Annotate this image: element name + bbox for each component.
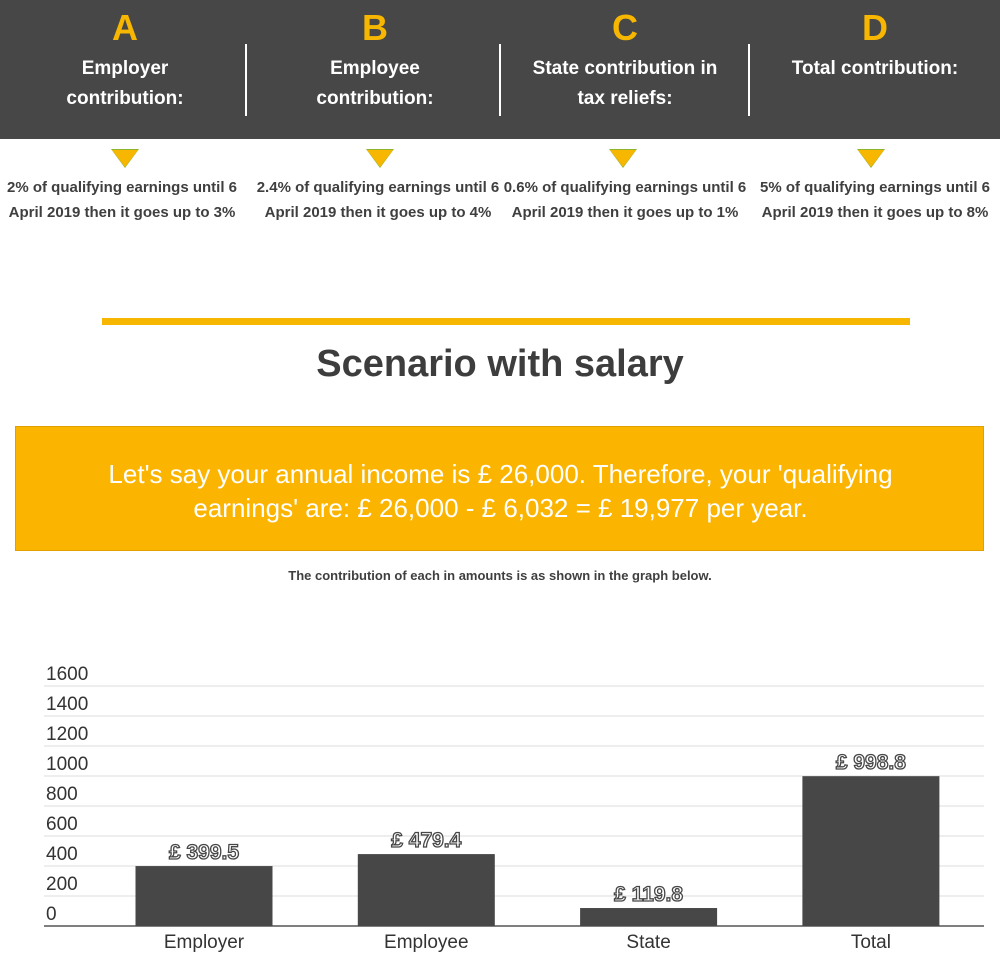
bar-total	[802, 776, 939, 926]
y-tick-label: 1200	[46, 724, 89, 745]
column-divider	[499, 44, 501, 116]
x-tick-label: Employer	[163, 932, 245, 953]
column-label: State contribution in tax reliefs:	[532, 58, 718, 109]
column-c-description: 0.6% of qualifying earnings until 6 April 2019 then it goes up to 1%	[503, 179, 747, 221]
bar-employee	[358, 854, 495, 926]
column-label: Total contribution:	[791, 58, 959, 79]
scenario-title: Scenario with salary	[316, 343, 684, 385]
x-tick-label: State	[626, 932, 671, 953]
y-tick-label: 1400	[46, 694, 89, 715]
y-tick-label: 1600	[46, 664, 89, 685]
column-label: Employee contribution:	[316, 58, 434, 109]
column-c-header	[500, 0, 750, 139]
arrow-down-icon	[858, 150, 884, 167]
bar-employer	[136, 866, 273, 926]
data-label: £ 119.8	[614, 883, 684, 907]
arrow-down-icon	[610, 150, 636, 167]
data-label: £ 399.5	[168, 841, 240, 865]
column-b-header	[250, 0, 500, 139]
x-tick-label: Total	[850, 932, 891, 953]
column-letter: B	[362, 7, 388, 48]
column-letter: C	[612, 7, 638, 48]
arrow-down-icon	[367, 150, 393, 167]
chart-caption: The contribution of each in amounts is as shown in the graph below.	[288, 568, 712, 583]
column-d-header	[750, 0, 1000, 139]
column-b-description: 2.4% of qualifying earnings until 6 April 2019 then it goes up to 4%	[256, 179, 500, 221]
chart-bars	[136, 776, 940, 926]
x-tick-label: Employee	[384, 932, 469, 953]
column-divider	[245, 44, 247, 116]
column-d-description: 5% of qualifying earnings until 6 April 2019 then it goes up to 8%	[759, 179, 991, 221]
y-tick-label: 600	[46, 814, 78, 835]
y-tick-label: 0	[46, 904, 57, 925]
y-tick-label: 400	[46, 844, 78, 865]
arrow-down-icon	[112, 150, 138, 167]
income-banner	[15, 426, 984, 551]
column-a-description: 2% of qualifying earnings until 6 April 2019 then it goes up to 3%	[6, 179, 238, 221]
column-letter: D	[862, 7, 888, 48]
y-tick-label: 800	[46, 784, 78, 805]
column-label: Employer contribution:	[66, 58, 184, 109]
data-label: £ 998.8	[835, 751, 906, 775]
y-tick-label: 1000	[46, 754, 89, 775]
y-tick-label: 200	[46, 874, 78, 895]
contribution-bar-chart	[0, 650, 1000, 960]
column-a-header	[0, 0, 250, 139]
bar-state	[580, 908, 717, 926]
column-letter: A	[112, 7, 138, 48]
data-label: £ 479.4	[391, 829, 462, 853]
section-divider	[102, 318, 910, 325]
column-divider	[748, 44, 750, 116]
banner-text: Let's say your annual income is £ 26,000. Therefore, your 'qualifying earnings' are: £ 26,000 - £ 6,032 = £ 19,977 per year.	[108, 459, 893, 523]
